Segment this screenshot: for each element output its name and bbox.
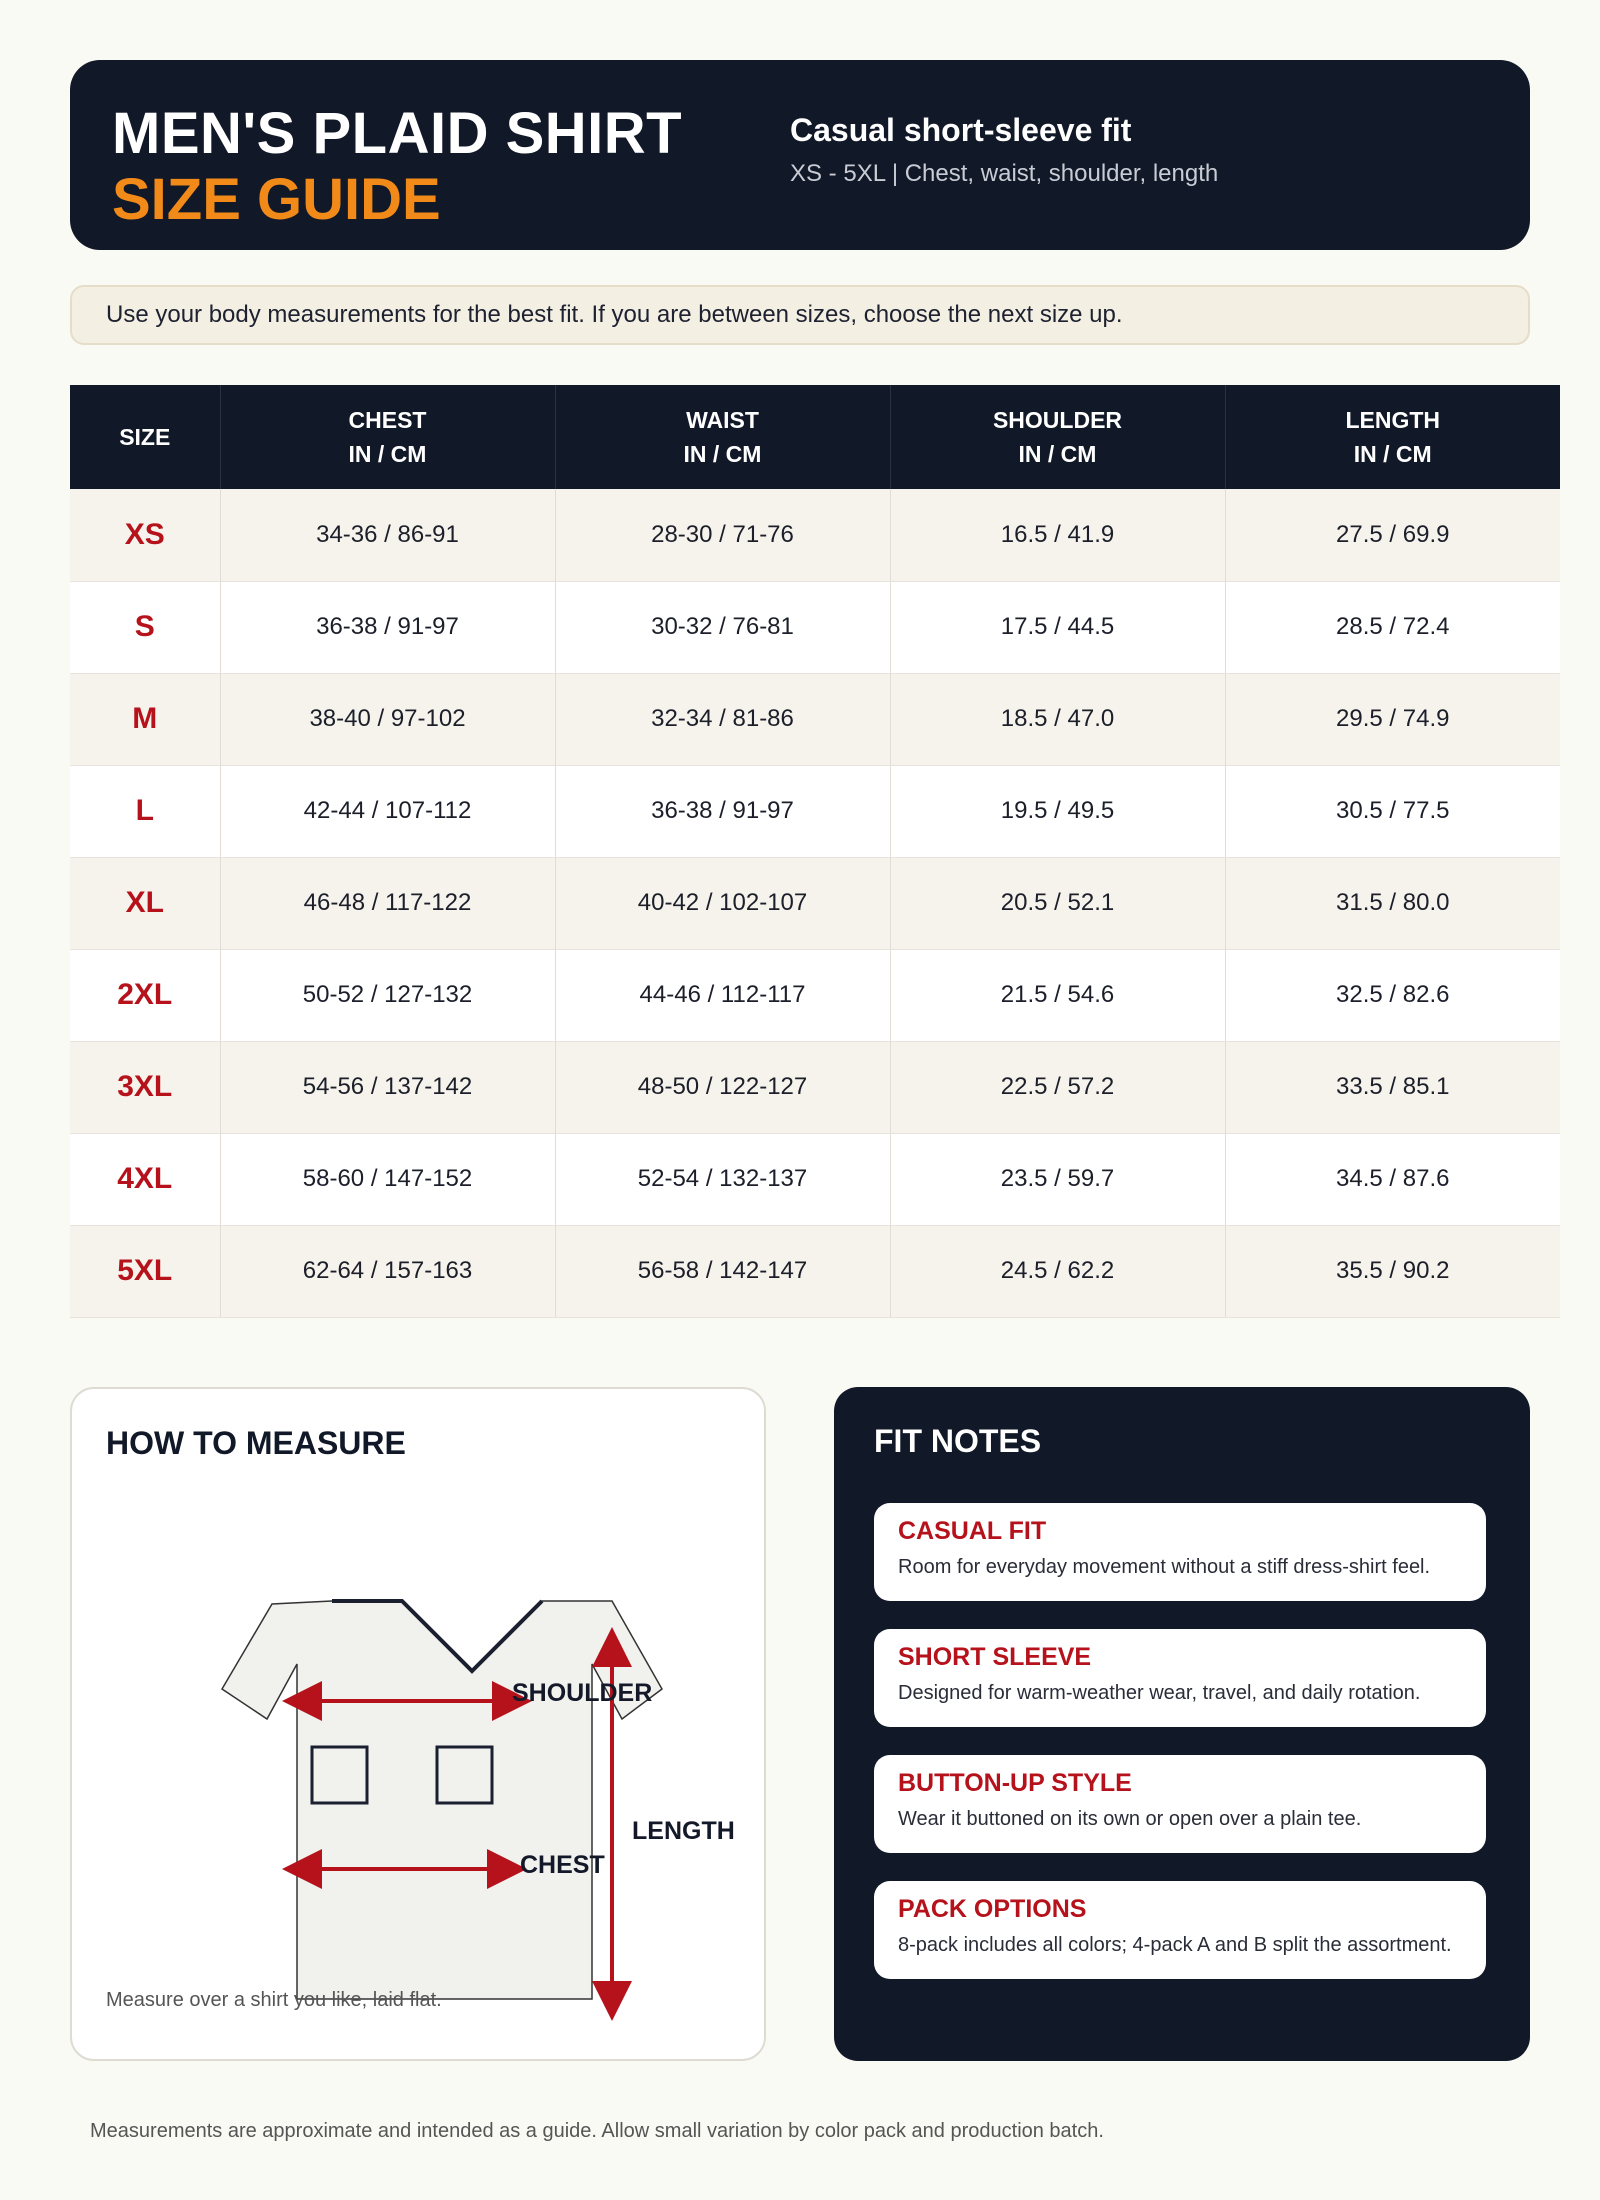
measurement-cell: 42-44 / 107-112: [220, 765, 555, 857]
fit-card-pack: [874, 1881, 1486, 1979]
fit-card-title: BUTTON-UP STYLE: [898, 1769, 1132, 1797]
fit-heading: FIT NOTES: [874, 1423, 1042, 1459]
fit-card-title: SHORT SLEEVE: [898, 1643, 1092, 1671]
fit-card-desc: Wear it buttoned on its own or open over a plain tee.: [898, 1808, 1362, 1830]
measurement-cell: 30-32 / 76-81: [555, 581, 890, 673]
chest-label: CHEST: [520, 1851, 605, 1879]
measurement-cell: 29.5 / 74.9: [1225, 673, 1560, 765]
table-row: [70, 1133, 1560, 1225]
size-cell: XS: [70, 489, 220, 581]
table-row: [70, 949, 1560, 1041]
measurement-cell: 36-38 / 91-97: [220, 581, 555, 673]
header-size: SIZE: [70, 385, 220, 489]
measure-heading: HOW TO MEASURE: [106, 1425, 406, 1461]
fit-tip-note: Use your body measurements for the best fit. If you are between sizes, choose the next size up.: [70, 285, 1530, 345]
table-row: [70, 1041, 1560, 1133]
fit-card-casual: [874, 1503, 1486, 1601]
measurement-cell: 19.5 / 49.5: [890, 765, 1225, 857]
header-length: LENGTH IN / CM: [1225, 385, 1560, 489]
table-row: [70, 489, 1560, 581]
measurement-cell: 30.5 / 77.5: [1225, 765, 1560, 857]
measurement-cell: 31.5 / 80.0: [1225, 857, 1560, 949]
measurement-cell: 21.5 / 54.6: [890, 949, 1225, 1041]
size-cell: L: [70, 765, 220, 857]
size-table: [70, 385, 1560, 1318]
measurement-cell: 27.5 / 69.9: [1225, 489, 1560, 581]
header-details: XS - 5XL | Chest, waist, shoulder, length: [790, 160, 1219, 187]
size-cell: 5XL: [70, 1225, 220, 1317]
fit-card-desc: Room for everyday movement without a stiff dress-shirt feel.: [898, 1556, 1431, 1578]
fit-card-title: CASUAL FIT: [898, 1517, 1047, 1545]
size-cell: 3XL: [70, 1041, 220, 1133]
measurement-cell: 44-46 / 112-117: [555, 949, 890, 1041]
table-header-row: [70, 385, 1560, 489]
measurement-cell: 35.5 / 90.2: [1225, 1225, 1560, 1317]
measurement-cell: 38-40 / 97-102: [220, 673, 555, 765]
fit-notes-panel: [834, 1387, 1530, 2061]
page-title: MEN'S PLAID SHIRT: [112, 101, 683, 166]
fit-card-title: PACK OPTIONS: [898, 1895, 1087, 1923]
measurement-cell: 32-34 / 81-86: [555, 673, 890, 765]
page-title-accent: SIZE GUIDE: [112, 167, 441, 232]
table-row: [70, 765, 1560, 857]
measurement-cell: 20.5 / 52.1: [890, 857, 1225, 949]
measurement-cell: 34-36 / 86-91: [220, 489, 555, 581]
measurement-cell: 58-60 / 147-152: [220, 1133, 555, 1225]
shirt-diagram-icon: [72, 1389, 768, 2063]
header-shoulder: SHOULDER IN / CM: [890, 385, 1225, 489]
measurement-cell: 28.5 / 72.4: [1225, 581, 1560, 673]
measurement-cell: 48-50 / 122-127: [555, 1041, 890, 1133]
fit-card-desc: 8-pack includes all colors; 4-pack A and B split the assortment.: [898, 1934, 1452, 1956]
length-label: LENGTH: [632, 1817, 735, 1845]
header-chest: CHEST IN / CM: [220, 385, 555, 489]
measurement-cell: 36-38 / 91-97: [555, 765, 890, 857]
shoulder-label: SHOULDER: [512, 1679, 653, 1707]
how-to-measure-panel: [70, 1387, 766, 2061]
header-waist: WAIST IN / CM: [555, 385, 890, 489]
measurement-cell: 16.5 / 41.9: [890, 489, 1225, 581]
measurement-cell: 33.5 / 85.1: [1225, 1041, 1560, 1133]
size-cell: 2XL: [70, 949, 220, 1041]
measurement-cell: 34.5 / 87.6: [1225, 1133, 1560, 1225]
table-row: [70, 1225, 1560, 1317]
size-cell: XL: [70, 857, 220, 949]
measurement-cell: 56-58 / 142-147: [555, 1225, 890, 1317]
table-row: [70, 857, 1560, 949]
footer-disclaimer: Measurements are approximate and intended as a guide. Allow small variation by color pack and production batch.: [90, 2120, 1104, 2142]
measurement-cell: 54-56 / 137-142: [220, 1041, 555, 1133]
fit-card-desc: Designed for warm-weather wear, travel, and daily rotation.: [898, 1682, 1421, 1704]
measure-footnote: Measure over a shirt you like, laid flat.: [106, 1989, 442, 2011]
measurement-cell: 17.5 / 44.5: [890, 581, 1225, 673]
measurement-cell: 28-30 / 71-76: [555, 489, 890, 581]
measurement-cell: 24.5 / 62.2: [890, 1225, 1225, 1317]
size-cell: S: [70, 581, 220, 673]
size-cell: 4XL: [70, 1133, 220, 1225]
measurement-cell: 52-54 / 132-137: [555, 1133, 890, 1225]
fit-card-button: [874, 1755, 1486, 1853]
measurement-cell: 46-48 / 117-122: [220, 857, 555, 949]
fit-card-sleeve: [874, 1629, 1486, 1727]
header-subtitle: Casual short-sleeve fit: [790, 112, 1132, 148]
measurement-cell: 50-52 / 127-132: [220, 949, 555, 1041]
table-row: [70, 581, 1560, 673]
size-cell: M: [70, 673, 220, 765]
measurement-cell: 62-64 / 157-163: [220, 1225, 555, 1317]
measurement-cell: 18.5 / 47.0: [890, 673, 1225, 765]
table-row: [70, 673, 1560, 765]
measurement-cell: 23.5 / 59.7: [890, 1133, 1225, 1225]
header-banner: [70, 60, 1530, 250]
measurement-cell: 22.5 / 57.2: [890, 1041, 1225, 1133]
measurement-cell: 40-42 / 102-107: [555, 857, 890, 949]
measurement-cell: 32.5 / 82.6: [1225, 949, 1560, 1041]
